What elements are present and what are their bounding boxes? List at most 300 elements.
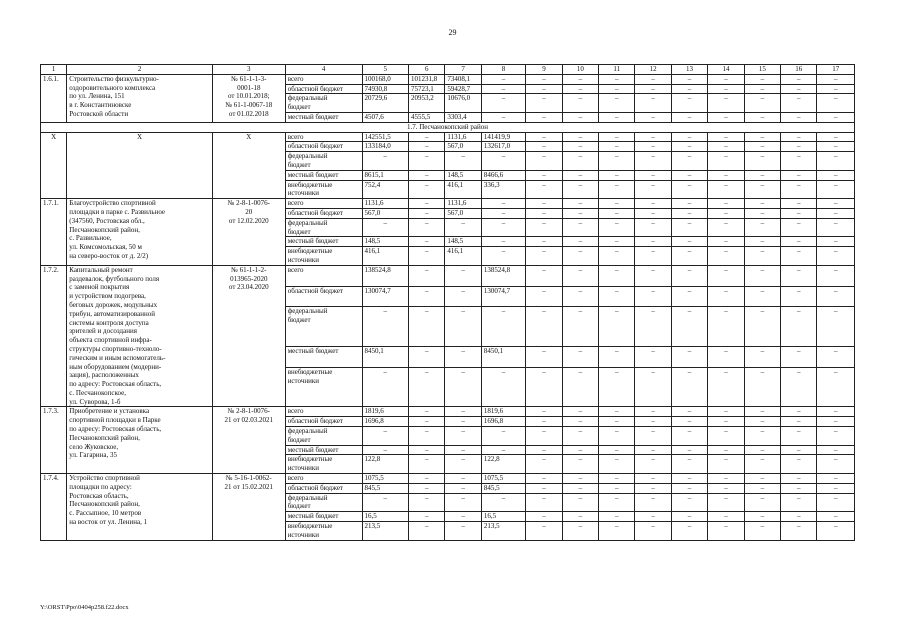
funding-source-cell: федеральный бюджет [285,152,362,171]
value-cell: – [781,208,817,218]
value-cell: – [744,512,780,522]
value-cell: – [817,152,855,171]
value-cell: – [781,427,817,446]
value-cell: – [409,286,445,307]
value-cell: – [481,84,525,94]
funding-source-cell: областной бюджет [285,142,362,152]
value-cell: – [445,152,481,171]
value-cell: – [409,218,445,237]
value-cell: – [635,307,671,347]
value-cell: – [708,417,744,427]
value-cell: – [781,407,817,417]
value-cell: – [409,152,445,171]
value-cell: – [817,307,855,347]
value-cell: – [708,445,744,455]
funding-source-cell: федеральный бюджет [285,427,362,446]
column-number-cell: 8 [481,65,525,75]
value-cell: – [671,180,707,199]
value-cell: – [744,522,780,541]
value-cell: – [481,445,525,455]
value-cell: – [708,347,744,368]
value-cell: – [817,493,855,512]
funding-source-cell: внебюджетные источники [285,367,362,407]
section-row [41,122,855,132]
value-cell: – [599,265,635,286]
value-cell: 141419,9 [481,132,525,142]
value-cell: – [744,347,780,368]
value-cell: – [526,474,562,484]
value-cell: – [635,286,671,307]
value-cell: – [708,74,744,84]
value-cell: – [562,208,598,218]
value-cell: – [817,142,855,152]
value-cell: – [562,474,598,484]
value-cell: – [599,512,635,522]
value-cell: – [409,522,445,541]
value-cell: – [635,170,671,180]
value-cell: – [599,180,635,199]
value-cell: – [817,84,855,94]
value-cell: – [599,522,635,541]
value-cell: 1075,5 [481,474,525,484]
value-cell: – [671,247,707,266]
value-cell: – [744,367,780,407]
value-cell: – [708,247,744,266]
value-cell: – [671,286,707,307]
value-cell: – [744,112,780,122]
value-cell: – [708,522,744,541]
value-cell: – [708,208,744,218]
value-cell: – [635,142,671,152]
value-cell: – [817,474,855,484]
value-cell: 213,5 [362,522,409,541]
value-cell: – [599,455,635,474]
value-cell: 16,5 [362,512,409,522]
value-cell: – [635,152,671,171]
value-cell: – [817,445,855,455]
value-cell: – [817,208,855,218]
value-cell: – [445,307,481,347]
value-cell: – [781,265,817,286]
table-row [41,132,855,142]
funding-source-cell: местный бюджет [285,237,362,247]
value-cell: 567,0 [445,208,481,218]
value-cell: 122,8 [362,455,409,474]
funding-source-cell: местный бюджет [285,512,362,522]
value-cell: – [562,522,598,541]
value-cell: – [671,112,707,122]
value-cell: – [526,367,562,407]
value-cell: – [635,427,671,446]
value-cell: – [671,427,707,446]
value-cell: – [362,493,409,512]
value-cell: – [562,493,598,512]
value-cell: – [526,94,562,113]
funding-source-cell: внебюджетные источники [285,522,362,541]
value-cell: 1131,6 [445,199,481,209]
value-cell: – [599,407,635,417]
value-cell: 752,4 [362,180,409,199]
value-cell: – [526,522,562,541]
value-cell: – [671,152,707,171]
value-cell: 336,3 [481,180,525,199]
value-cell: – [635,199,671,209]
value-cell: – [562,94,598,113]
object-name-cell: Приобретение и установка спортивной площадки в Парке по адресу: Ростовская область, Песчанокопский район, село Жуковское, ул. Гагарина, 35 [67,407,213,474]
value-cell: – [817,522,855,541]
value-cell: – [708,427,744,446]
value-cell: – [526,286,562,307]
value-cell: – [708,286,744,307]
column-number-cell: 4 [285,65,362,75]
value-cell: – [817,218,855,237]
value-cell: – [481,493,525,512]
value-cell: 138524,8 [481,265,525,286]
value-cell: – [562,307,598,347]
value-cell: – [671,407,707,417]
funding-source-cell: областной бюджет [285,417,362,427]
funding-source-cell: федеральный бюджет [285,94,362,113]
value-cell: 1131,6 [362,199,409,209]
value-cell: – [708,218,744,237]
value-cell: – [599,286,635,307]
value-cell: – [671,307,707,347]
value-cell: – [781,74,817,84]
value-cell: – [708,455,744,474]
funding-source-cell: внебюджетные источники [285,247,362,266]
value-cell: 1696,8 [362,417,409,427]
value-cell: – [744,152,780,171]
value-cell: – [362,307,409,347]
expertise-doc-cell: № 2-8-1-0076- 20 от 12.02.2020 [212,199,285,266]
funding-source-cell: областной бюджет [285,208,362,218]
value-cell: – [708,132,744,142]
value-cell: – [744,237,780,247]
value-cell: – [744,417,780,427]
value-cell: – [635,247,671,266]
value-cell: – [409,483,445,493]
value-cell: – [708,512,744,522]
value-cell: – [671,455,707,474]
value-cell: 567,0 [445,142,481,152]
value-cell: – [445,218,481,237]
value-cell: – [671,367,707,407]
table-row [41,265,855,286]
value-cell: – [562,455,598,474]
column-number-cell: 6 [409,65,445,75]
value-cell: – [671,265,707,286]
value-cell: – [526,427,562,446]
value-cell: – [526,142,562,152]
value-cell: – [708,265,744,286]
value-cell: – [744,407,780,417]
value-cell: – [562,218,598,237]
value-cell: – [526,199,562,209]
table-row [41,407,855,417]
funding-source-cell: местный бюджет [285,170,362,180]
value-cell: 59428,7 [445,84,481,94]
value-cell: – [526,180,562,199]
column-number-cell: 16 [781,65,817,75]
value-cell: – [708,112,744,122]
item-number-cell: 1.7.1. [41,199,67,266]
value-cell: – [817,483,855,493]
value-cell: – [708,94,744,113]
value-cell: – [817,74,855,84]
value-cell: – [599,112,635,122]
value-cell: – [526,417,562,427]
column-number-cell: 11 [599,65,635,75]
column-number-cell: 9 [526,65,562,75]
value-cell: – [362,427,409,446]
value-cell: – [817,407,855,417]
value-cell: – [671,218,707,237]
value-cell: – [481,74,525,84]
value-cell: – [599,237,635,247]
value-cell: – [635,512,671,522]
value-cell: – [781,142,817,152]
column-number-cell: 14 [708,65,744,75]
value-cell: 8466,6 [481,170,525,180]
value-cell: – [481,307,525,347]
value-cell: – [708,170,744,180]
value-cell: – [599,445,635,455]
value-cell: – [708,180,744,199]
item-number-cell: Х [41,132,67,199]
value-cell: – [744,84,780,94]
value-cell: 74930,8 [362,84,409,94]
funding-source-cell: всего [285,199,362,209]
value-cell: 8450,1 [481,347,525,368]
column-number-cell: 13 [671,65,707,75]
value-cell: – [708,152,744,171]
value-cell: – [599,483,635,493]
table-body [41,65,855,541]
funding-source-cell: федеральный бюджет [285,493,362,512]
value-cell: – [635,132,671,142]
value-cell: – [817,112,855,122]
value-cell: – [708,367,744,407]
value-cell: 148,5 [362,237,409,247]
value-cell: 100168,0 [362,74,409,84]
column-number-row [41,65,855,75]
value-cell: – [409,265,445,286]
value-cell: – [599,218,635,237]
value-cell: – [526,84,562,94]
value-cell: – [445,417,481,427]
value-cell: – [599,170,635,180]
value-cell: – [708,407,744,417]
value-cell: – [362,367,409,407]
value-cell: – [744,218,780,237]
value-cell: – [445,483,481,493]
value-cell: – [635,74,671,84]
value-cell: – [599,347,635,368]
value-cell: – [635,407,671,417]
value-cell: 416,1 [362,247,409,266]
value-cell: – [562,112,598,122]
value-cell: – [817,417,855,427]
value-cell: – [409,199,445,209]
value-cell: – [671,142,707,152]
value-cell: – [744,180,780,199]
value-cell: – [362,445,409,455]
funding-source-cell: всего [285,265,362,286]
value-cell: – [781,474,817,484]
value-cell: – [635,237,671,247]
value-cell: 132617,0 [481,142,525,152]
value-cell: – [481,427,525,446]
value-cell: – [635,474,671,484]
funding-source-cell: местный бюджет [285,445,362,455]
value-cell: – [744,142,780,152]
value-cell: – [445,445,481,455]
value-cell: – [526,445,562,455]
value-cell: – [599,74,635,84]
value-cell: – [562,84,598,94]
value-cell: – [562,417,598,427]
value-cell: – [409,237,445,247]
value-cell: – [526,208,562,218]
value-cell: – [409,445,445,455]
value-cell: 416,1 [445,247,481,266]
value-cell: – [481,367,525,407]
value-cell: – [744,307,780,347]
funding-source-cell: областной бюджет [285,84,362,94]
value-cell: – [671,94,707,113]
value-cell: – [599,208,635,218]
item-number-cell: 1.7.4. [41,474,67,541]
value-cell: – [708,199,744,209]
object-name-cell: Строительство физкультурно- оздоровительного комплекса по ул. Ленина, 151 в г. Константиновске Ростовской области [67,74,213,122]
value-cell: – [781,347,817,368]
value-cell: – [817,512,855,522]
value-cell: – [781,237,817,247]
funding-source-cell: федеральный бюджет [285,307,362,347]
column-number-cell: 7 [445,65,481,75]
value-cell: 130074,7 [481,286,525,307]
value-cell: – [635,455,671,474]
value-cell: – [635,367,671,407]
value-cell: – [445,455,481,474]
value-cell: – [562,247,598,266]
column-number-cell: 2 [67,65,213,75]
value-cell: – [671,208,707,218]
funding-table [40,64,855,541]
value-cell: – [362,152,409,171]
value-cell: 416,1 [445,180,481,199]
value-cell: – [526,307,562,347]
funding-source-cell: местный бюджет [285,112,362,122]
value-cell: 148,5 [445,237,481,247]
value-cell: – [744,427,780,446]
column-number-cell: 1 [41,65,67,75]
value-cell: – [562,74,598,84]
column-number-cell: 15 [744,65,780,75]
value-cell: – [526,132,562,142]
value-cell: 142551,5 [362,132,409,142]
value-cell: – [445,286,481,307]
value-cell: – [526,247,562,266]
value-cell: 75723,1 [409,84,445,94]
column-number-cell: 10 [562,65,598,75]
value-cell: 20953,2 [409,94,445,113]
item-number-cell: 1.7.3. [41,407,67,474]
value-cell: – [781,307,817,347]
object-name-cell: Устройство спортивной площадки по адресу: Ростовская область, Песчанокопский район, с. Рассыпное, 10 метров на восток от ул. Ленина, 1 [67,474,213,541]
value-cell: – [599,367,635,407]
value-cell: – [744,483,780,493]
value-cell: – [817,247,855,266]
value-cell: – [599,474,635,484]
file-path-footer: Y:\ORST\Ppo\0404p258.f22.docx [40,604,129,611]
value-cell: – [671,132,707,142]
value-cell: – [599,417,635,427]
value-cell: – [817,199,855,209]
value-cell: – [671,84,707,94]
value-cell: 1819,6 [481,407,525,417]
value-cell: – [599,493,635,512]
value-cell: – [445,493,481,512]
funding-source-cell: местный бюджет [285,347,362,368]
value-cell: – [409,247,445,266]
value-cell: 133184,0 [362,142,409,152]
funding-source-cell: внебюджетные источники [285,455,362,474]
value-cell: – [744,170,780,180]
value-cell: 101231,8 [409,74,445,84]
value-cell: – [562,132,598,142]
value-cell: 4555,5 [409,112,445,122]
value-cell: – [781,417,817,427]
value-cell: – [562,367,598,407]
value-cell: – [409,417,445,427]
object-name-cell: Благоустройство спортивной площадки в парке с. Развильное (347560, Ростовская обл., Песчанокопский район, с. Развильное, ул. Комсомольская, 50 м на северо-восток от д. 2/2) [67,199,213,266]
value-cell: – [526,152,562,171]
value-cell: – [599,94,635,113]
value-cell: – [526,483,562,493]
value-cell: 8450,1 [362,347,409,368]
value-cell: – [671,483,707,493]
value-cell: – [599,247,635,266]
value-cell: – [671,522,707,541]
value-cell: – [599,152,635,171]
value-cell: – [526,347,562,368]
value-cell: – [526,74,562,84]
value-cell: – [409,493,445,512]
value-cell: – [781,199,817,209]
funding-source-cell: федеральный бюджет [285,218,362,237]
value-cell: – [708,237,744,247]
value-cell: – [744,493,780,512]
value-cell: – [781,455,817,474]
value-cell: 10676,0 [445,94,481,113]
value-cell: 16,5 [481,512,525,522]
expertise-doc-cell: № 61-1-1-2- 013965-2020 от 23.04.2020 [212,265,285,407]
value-cell: – [781,152,817,171]
item-number-cell: 1.6.1. [41,74,67,122]
value-cell: – [744,286,780,307]
funding-source-cell: областной бюджет [285,483,362,493]
value-cell: – [526,218,562,237]
value-cell: – [744,474,780,484]
value-cell: – [445,265,481,286]
value-cell: 1075,5 [362,474,409,484]
expertise-doc-cell: № 2-8-1-0076- 21 от 02.03.2021 [212,407,285,474]
value-cell: – [481,247,525,266]
value-cell: 73408,1 [445,74,481,84]
table-row [41,474,855,484]
value-cell: 1131,6 [445,132,481,142]
